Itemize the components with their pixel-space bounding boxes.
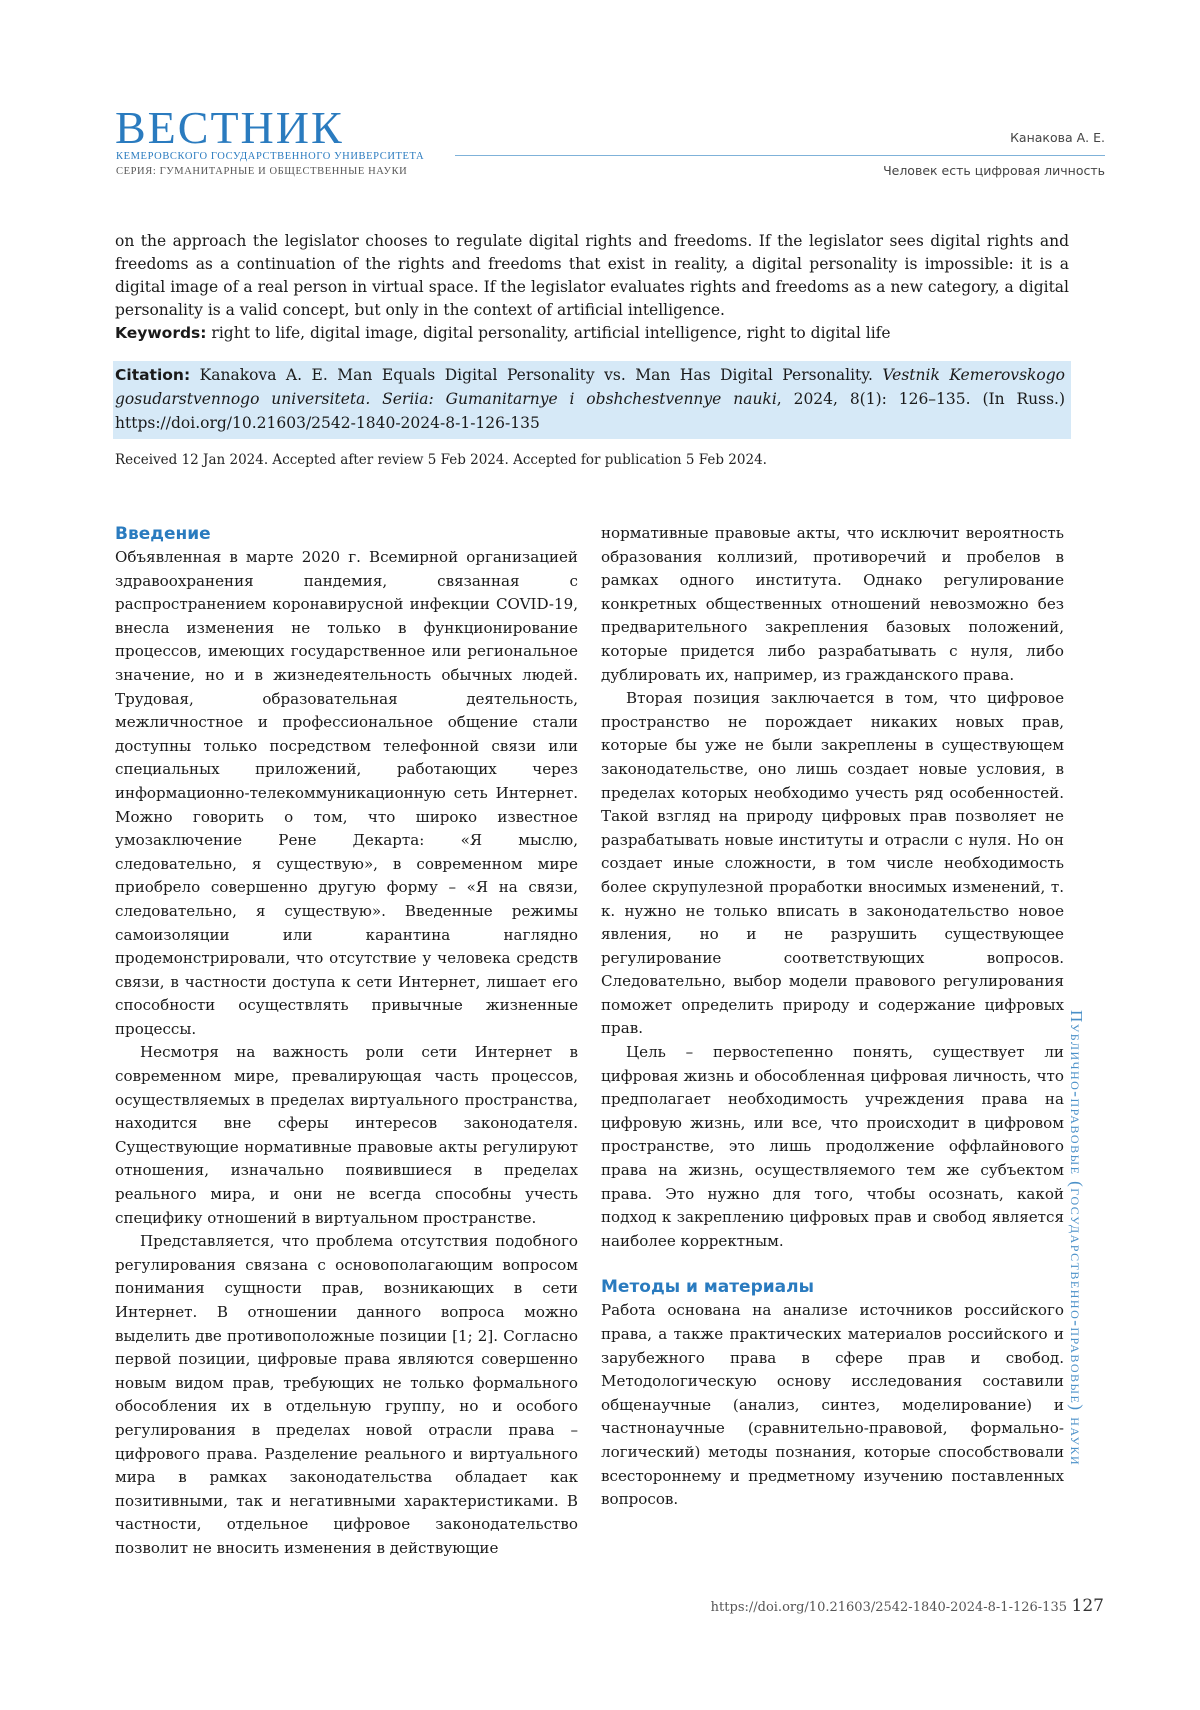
- paragraph: нормативные правовые акты, что исключит вероятность образования коллизий, противоречий и пробелов в рамках одного института. Однако регулирование конкретных общественных отношений невозможно без предварительного закрепления базовых положений, которые придется либо разрабатывать с нуля, либо дублировать их, например, из гражданского права.: [601, 524, 1064, 684]
- paragraph: Работа основана на анализе источников российского права, а также практических материалов российского и зарубежного права в сфере прав и свобод. Методологическую основу исследования составили общенаучные (анализ, синтез, моделирование) и частнонаучные (сравнительно-правовой, формально-логический) методы познания, которые способствовали всестороннему и предметному изучению поставленных вопросов.: [601, 1301, 1064, 1509]
- journal-header: [115, 102, 1105, 185]
- right-column: [601, 522, 1064, 1512]
- citation-box: [113, 361, 1071, 439]
- paragraph: Объявленная в марте 2020 г. Всемирной организацией здравоохранения пандемия, связанная с распространением коронавирусной инфекции COVID-19, внесла изменения не только в функционирование процессов, имеющих государственное или региональное значение, но и в жизнедеятельность обычных людей. Трудовая, образовательная деятельность, межличностное и профессиональное общение стали доступны только посредством телефонной связи или специальных приложений, работающих через информационно-телекоммуникационную сеть Интернет. Можно говорить о том, что широко известное умозаключение Рене Декарта: «Я мыслю, следовательно, я существую», в современном мире приобрело совершенно другую форму – «Я на связи, следовательно, я существую». Введенные режимы самоизоляции или карантина наглядно продемонстрировали, что отсутствие у человека средств связи, в частности доступа к сети Интернет, лишает его способности осуществлять привычные жизненные процессы.: [115, 548, 578, 1038]
- paragraph: Вторая позиция заключается в том, что цифровое пространство не порождает никаких новых прав, которые бы уже не были закреплены в существующем законодательстве, оно лишь создает новые условия, в пределах которых необходимо учесть ряд особенностей. Такой взгляд на природу цифровых прав позволяет не разрабатывать новые институты и отрасли с нуля. Но он создает иные сложности, в том числе необходимость более скрупулезной проработки вносимых изменений, т. к. нужно не только вписать в законодательство новое явления, но и не разрушить существующее регулирование соответствующих вопросов. Следовательно, выбор модели правового регулирования поможет определить природу и содержание цифровых прав.: [601, 689, 1064, 1038]
- keywords-text: right to life, digital image, digital personality, artificial intelligence, right to digital life: [206, 324, 891, 342]
- paragraph: Несмотря на важность роли сети Интернет в современном мире, превалирующая часть процессов, осуществляемых в пределах виртуального пространства, находится вне сферы интересов законодателя. Существующие нормативные правовые акты регулируют отношения, изначально появившиеся в пределах реального мира, и они не всегда способны учесть специфику отношений в виртуальном пространстве.: [115, 1043, 578, 1227]
- header-divider: [455, 155, 1105, 156]
- left-column: [115, 522, 578, 1561]
- journal-logo-subtitle: КЕМЕРОВСКОГО ГОСУДАРСТВЕННОГО УНИВЕРСИТЕТА: [116, 151, 425, 162]
- citation-details[interactable]: , 2024, 8(1): 126–135. (In Russ.) https://doi.org/10.21603/2542-1840-2024-8-1-126-135: [115, 390, 1065, 432]
- keywords: [115, 322, 1069, 345]
- footer-doi[interactable]: https://doi.org/10.21603/2542-1840-2024-8-1-126-135: [710, 1600, 1067, 1615]
- abstract: [115, 230, 1069, 345]
- page-number: 127: [1071, 1596, 1104, 1616]
- header-author: Канакова А. Е.: [1010, 130, 1105, 145]
- section-heading-methods: Методы и материалы: [601, 1277, 814, 1298]
- paragraph: Цель – первостепенно понять, существует ли цифровая жизнь и обособленная цифровая личность, что предполагает необходимость учреждения права на цифровую жизнь, или все, что происходит в цифровом пространстве, это лишь продолжение оффлайнового права на жизнь, осуществляемого тем же субъектом права. Это нужно для того, чтобы осознать, какой подход к закреплению цифровых прав и свобод является наиболее корректным.: [601, 1043, 1064, 1250]
- paragraph: Представляется, что проблема отсутствия подобного регулирования связана с основополагающим вопросом понимания сущности прав, возникающих в сети Интернет. В отношении данного вопроса можно выделить две противоположные позиции [1; 2]. Согласно первой позиции, цифровые права являются совершенно новым видом прав, требующих не только формального обособления их в отдельную группу, но и особого регулирования в пределах новой отрасли права – цифрового права. Разделение реального и виртуального мира в рамках законодательства обладает как позитивными, так и негативными характеристиками. В частности, отдельное цифровое законодательство позволит не вносить изменения в действующие: [115, 1232, 578, 1557]
- citation-journal: Vestnik Kemerovskogo gosudarstvennogo universiteta. Seriia: Gumanitarnye i obshchestvennye nauki: [115, 366, 1066, 408]
- header-running-title: Человек есть цифровая личность: [883, 163, 1105, 178]
- citation-label: Citation:: [115, 366, 191, 384]
- section-side-title: Публично-правовые (государственно-правовые) науки: [1067, 1010, 1086, 1467]
- received-dates: Received 12 Jan 2024. Accepted after review 5 Feb 2024. Accepted for publication 5 Feb 2024.: [115, 452, 767, 468]
- keywords-label: Keywords:: [115, 324, 207, 342]
- citation-text: Kanakova A. E. Man Equals Digital Personality vs. Man Has Digital Personality.: [190, 366, 883, 384]
- abstract-text: on the approach the legislator chooses to regulate digital rights and freedoms. If the legislator sees digital rights and freedoms as a continuation of the rights and freedoms that exist in reality, a digital personality is impossible: it is a digital image of a real person in virtual space. If the legislator evaluates rights and freedoms as a new category, a digital personality is a valid concept, but only in the context of artificial intelligence.: [115, 232, 1069, 319]
- section-heading-introduction: Введение: [115, 524, 211, 544]
- journal-logo-series: СЕРИЯ: ГУМАНИТАРНЫЕ И ОБЩЕСТВЕННЫЕ НАУКИ: [116, 166, 408, 177]
- journal-logo-title: ВЕСТНИК: [115, 102, 344, 153]
